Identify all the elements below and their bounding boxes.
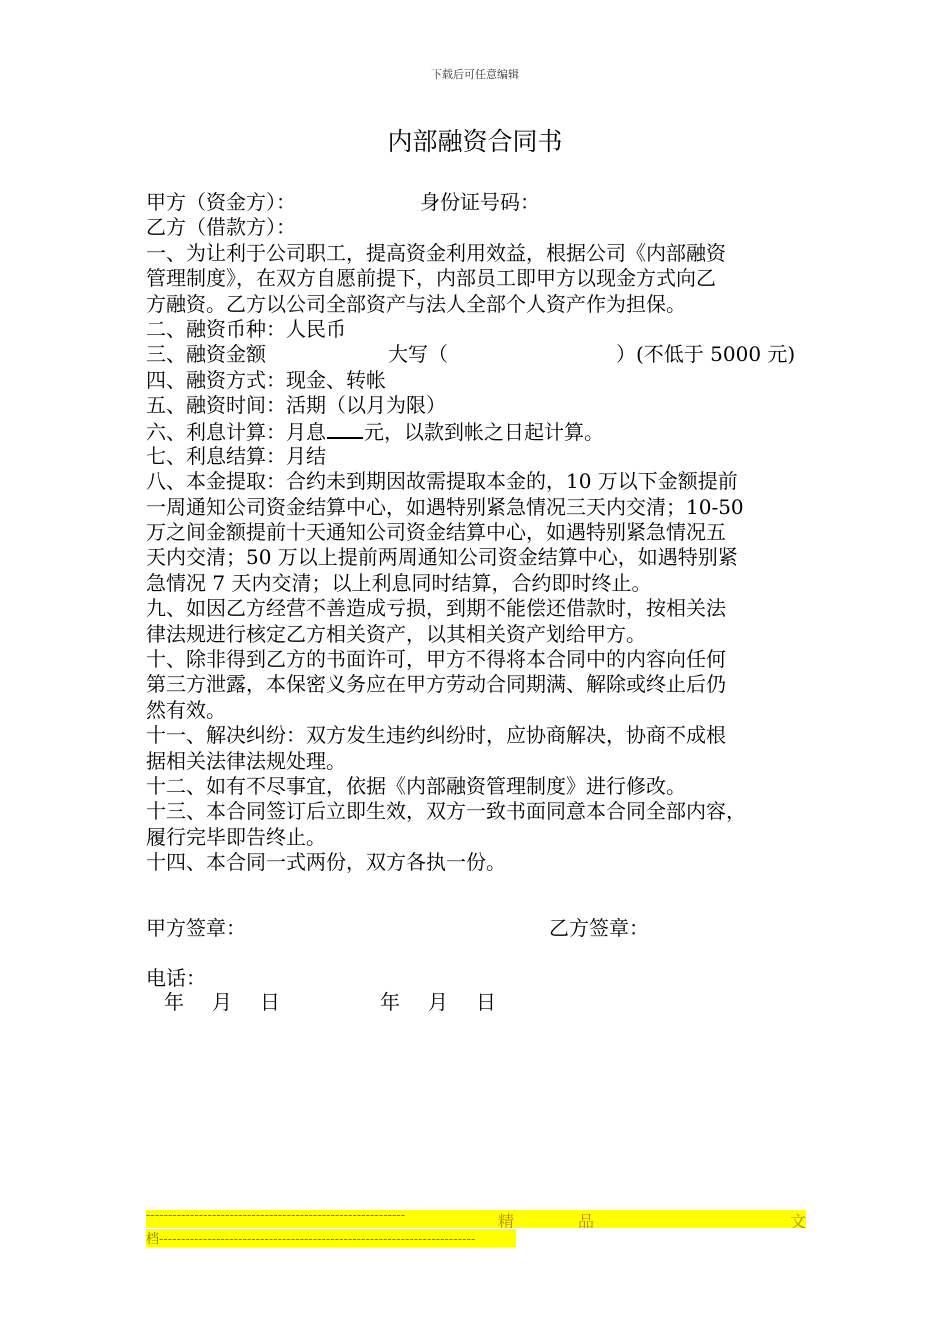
footer-char-1: 精: [498, 1212, 515, 1228]
clause-7: 七、利息结算：月结: [146, 443, 326, 468]
clause-10-line: 第三方泄露，本保密义务应在甲方劳动合同期满、解除或终止后仍: [146, 672, 726, 697]
footer-char-3: 文: [790, 1212, 806, 1228]
party-a-label: 甲方（资金方）：: [146, 190, 296, 214]
clause-8-line: 天内交清；50 万以上提前两周通知公司资金结算中心，如遇特别紧: [146, 545, 738, 570]
clause-10-line: 然有效。: [146, 697, 226, 722]
clause-4: 四、融资方式：现金、转帐: [146, 367, 386, 392]
clause-1-line: 方融资。乙方以公司全部资产与法人全部个人资产作为担保。: [146, 291, 686, 316]
party-a-line: [146, 190, 818, 215]
clause-12: 十二、如有不尽事宜，依据《内部融资管理制度》进行修改。: [146, 773, 686, 798]
clause-5: 五、融资时间：活期（以月为限）: [146, 393, 446, 418]
clause-11-line: 十一、解决纠纷：双方发生违约纠纷时，应协商解决，协商不成根: [146, 723, 726, 748]
contract-body: [146, 190, 818, 876]
party-b-signature-label: 乙方签章：: [549, 916, 649, 940]
footer-line-2: 档------------------------------------------------------------------------: [146, 1232, 476, 1247]
document-title: 内部融资合同书: [387, 127, 563, 156]
clause-6-line: [146, 419, 818, 444]
date-day-b: 日: [476, 990, 496, 1014]
clause-8-line: 一周通知公司资金结算中心，如遇特别紧急情况三天内交清；10-50: [146, 494, 744, 519]
party-a-signature-label: 甲方签章：: [146, 916, 246, 940]
clause-6-prefix: 六、利息计算：月息: [146, 419, 326, 444]
header-note: 下载后可任意编辑: [431, 68, 519, 81]
clause-3-label: 三、融资金额: [146, 342, 266, 367]
clause-3-capital: 大写（: [388, 342, 448, 367]
clause-14: 十四、本合同一式两份，双方各执一份。: [146, 850, 506, 875]
clause-9-line: 律法规进行核定乙方相关资产，以其相关资产划给甲方。: [146, 621, 646, 646]
clause-3-tail: ）(不低于 5000 元): [616, 342, 796, 367]
id-number-label: 身份证号码：: [420, 190, 540, 214]
party-b-line: [146, 215, 818, 240]
date-month-b: 月: [428, 990, 448, 1014]
date-month-a: 月: [212, 990, 232, 1014]
footer-char-2: 品: [578, 1212, 595, 1228]
clause-8-line: 万之间金额提前十天通知公司资金结算中心，如遇特别紧急情况五: [146, 520, 726, 545]
date-year-a: 年: [164, 990, 184, 1014]
clause-11-line: 据相关法律法规处理。: [146, 748, 346, 773]
date-year-b: 年: [380, 990, 400, 1014]
clause-6-suffix: 元，以款到帐之日起计算。: [364, 419, 604, 444]
footer-band-line-2: [146, 1229, 516, 1247]
clause-13-line: 十三、本合同签订后立即生效，双方一致书面同意本合同全部内容，: [146, 799, 746, 824]
footer-dashes: -----------------------------------------------------------: [146, 1210, 406, 1223]
footer-band-line-1: [146, 1210, 806, 1228]
clause-3-line: [146, 342, 818, 367]
clause-2: 二、融资币种：人民币: [146, 316, 346, 341]
interest-blank: [327, 419, 363, 439]
clause-13-line: 履行完毕即告终止。: [146, 824, 326, 849]
clause-1-line: 一、为让利于公司职工，提高资金利用效益，根据公司《内部融资: [146, 240, 726, 265]
clause-1-line: 管理制度》，在双方自愿前提下，内部员工即甲方以现金方式向乙: [146, 266, 716, 291]
clause-8-line: 急情况 7 天内交清；以上利息同时结算，合约即时终止。: [146, 570, 652, 595]
party-b-label: 乙方（借款方）：: [146, 215, 296, 240]
date-day-a: 日: [260, 990, 280, 1014]
clause-9-line: 九、如因乙方经营不善造成亏损，到期不能偿还借款时，按相关法: [146, 596, 726, 621]
phone-label: 电话：: [146, 966, 206, 990]
clause-8-line: 八、本金提取：合约未到期因故需提取本金的，10 万以下金额提前: [146, 469, 738, 494]
clause-10-line: 十、除非得到乙方的书面许可，甲方不得将本合同中的内容向任何: [146, 647, 726, 672]
